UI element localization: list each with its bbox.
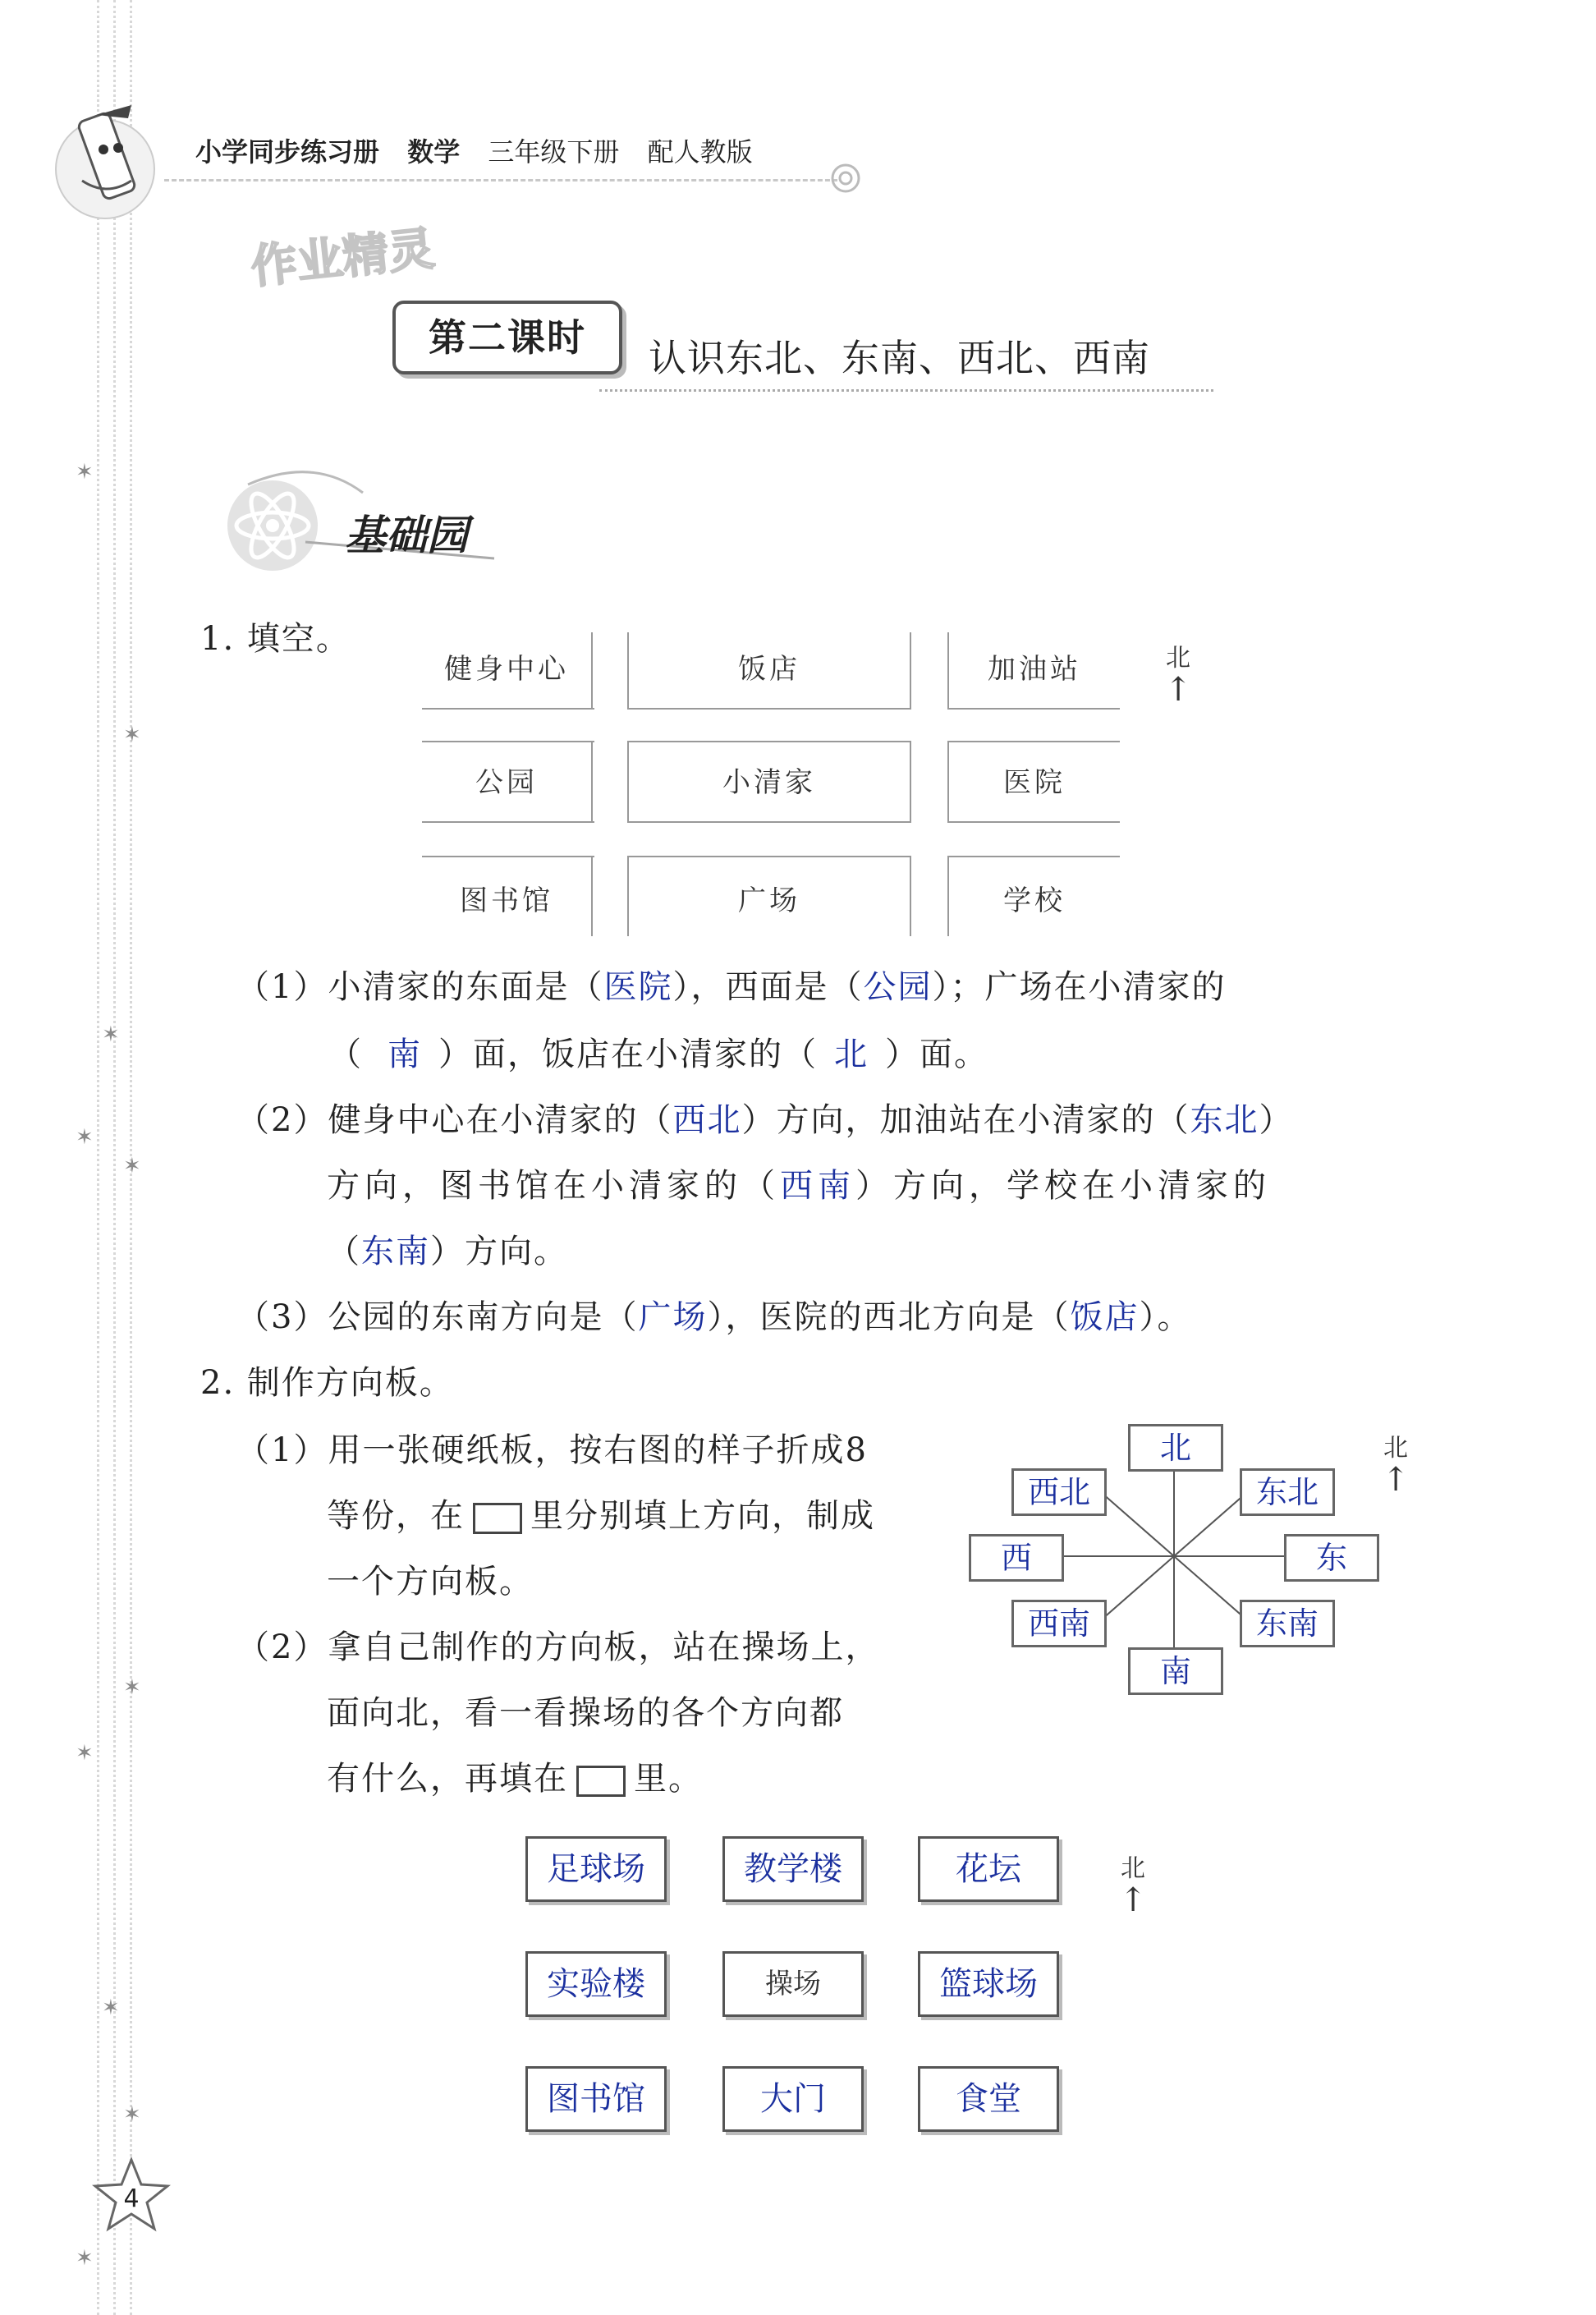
q1-p2-line1: [236, 1094, 1293, 1141]
lesson-title: 认识东北、东南、西北、西南: [649, 336, 1150, 380]
grid-cell: 加油站: [988, 653, 1081, 686]
text: ）面，饭店在小清家的（: [438, 1036, 818, 1073]
board-west: 西: [969, 1534, 1064, 1582]
section-title: 基础园: [345, 512, 468, 559]
answer: 西北: [672, 1101, 742, 1139]
playground-cell: 足球场: [525, 1836, 667, 1902]
board-northeast: 东北: [1240, 1468, 1335, 1516]
grid-cell: 健身中心: [444, 653, 569, 686]
playground-cell: 操场: [722, 1951, 864, 2017]
margin-dots-2: [113, 0, 116, 2315]
q2-p1-line3: 一个方向板。: [327, 1563, 534, 1601]
playground-cell: 花坛: [918, 1836, 1059, 1902]
text: 方向，图书馆在小清家的（: [327, 1167, 780, 1205]
q1-p1-line2: [328, 1028, 988, 1075]
board-north: 北: [1128, 1424, 1223, 1472]
text: （1）小清家的东面是（: [236, 968, 604, 1006]
north-arrow-icon: ↑: [1382, 1461, 1410, 1499]
playground-cell: 图书馆: [525, 2066, 667, 2132]
playground-cell: 教学楼: [722, 1836, 864, 1902]
answer: 东北: [1190, 1101, 1259, 1139]
star-icon: ✶: [102, 1996, 120, 2020]
answer: 公园: [863, 968, 933, 1006]
star-icon: ✶: [102, 1022, 120, 1047]
header-grade: 三年级下册: [488, 136, 620, 168]
star-icon: ✶: [76, 1125, 94, 1150]
q1-p3-line1: [236, 1291, 1191, 1338]
text: 里。: [634, 1760, 703, 1798]
q2-p2-line2: 面向北，看一看操场的各个方向都: [327, 1694, 844, 1732]
text: ）。: [1139, 1298, 1192, 1336]
q1-p1-line1: [236, 961, 1226, 1008]
q2-label: 2. 制作方向板。: [200, 1364, 454, 1402]
q2-p2-line3: [327, 1752, 703, 1799]
text: ）；广场在小清家的: [932, 968, 1227, 1006]
playground-grid: [525, 1836, 1067, 2148]
blank-box: [576, 1766, 626, 1797]
text: ）方向，学校在小清家的: [855, 1167, 1271, 1205]
north-indicator: [1162, 637, 1195, 709]
answer: 北: [834, 1036, 869, 1073]
board-east: 东: [1284, 1534, 1379, 1582]
star-icon: ✶: [76, 2246, 94, 2271]
grid-cell: 图书馆: [460, 884, 553, 917]
answer: 饭店: [1070, 1298, 1140, 1336]
text: ）方向，加油站在小清家的（: [741, 1101, 1190, 1139]
text: （2）健身中心在小清家的（: [236, 1101, 673, 1139]
playground-cell: 大门: [722, 2066, 864, 2132]
q2-p1-line1: （1）用一张硬纸板，按右图的样子折成8: [236, 1431, 868, 1469]
north-label: 北: [1383, 1434, 1408, 1463]
q1-p2-line3: [327, 1225, 568, 1272]
answer: 西南: [780, 1167, 855, 1205]
watermark: 作业精灵: [248, 222, 438, 295]
playground-cell: 食堂: [918, 2066, 1059, 2132]
grid-cell: 医院: [1003, 766, 1066, 799]
answer: 南: [388, 1036, 422, 1073]
spiral-icon: [825, 158, 866, 199]
north-arrow-icon: ↑: [1164, 671, 1192, 709]
answer: 广场: [638, 1298, 708, 1336]
board-southwest: 西南: [1011, 1600, 1107, 1647]
grid-cell: 广场: [738, 884, 800, 917]
blank-box: [473, 1503, 522, 1534]
north-label: 北: [1121, 1854, 1145, 1883]
playground-cell: 篮球场: [918, 1951, 1059, 2017]
text: ）: [1259, 1101, 1294, 1139]
q2-p1-line2: [327, 1490, 875, 1536]
star-icon: ✶: [123, 2102, 141, 2127]
text: （: [328, 1036, 363, 1073]
direction-board: [969, 1421, 1396, 1700]
north-arrow-icon: ↑: [1119, 1881, 1147, 1919]
text: （3）公园的东南方向是（: [236, 1298, 639, 1336]
star-icon: ✶: [76, 1741, 94, 1766]
north-indicator: [1117, 1848, 1149, 1917]
mascot-pencil-icon: [33, 90, 189, 222]
header-book: 小学同步练习册: [195, 136, 380, 168]
q1-grid: [422, 632, 1120, 936]
star-icon: ✶: [123, 1675, 141, 1700]
q1-label: 1. 填空。: [200, 620, 351, 658]
text: ）面。: [885, 1036, 988, 1073]
lesson-number-badge: [392, 301, 622, 374]
answer: 东南: [361, 1233, 430, 1270]
header-edition: 配人教版: [647, 136, 753, 168]
star-icon: ✶: [123, 723, 141, 747]
playground-cell: 实验楼: [525, 1951, 667, 2017]
q1-p2-line2: [327, 1160, 1271, 1206]
board-southeast: 东南: [1240, 1600, 1335, 1647]
header: [33, 90, 870, 222]
text: 里分别填上方向，制成: [530, 1497, 875, 1535]
lesson-number: 第二课时: [429, 315, 586, 360]
board-south: 南: [1128, 1647, 1223, 1695]
text: ）方向。: [430, 1233, 568, 1270]
board-northwest: 西北: [1011, 1468, 1107, 1516]
header-rule: [164, 179, 837, 181]
star-icon: ✶: [123, 1154, 141, 1178]
grid-cell: 学校: [1003, 884, 1066, 917]
text: ），医院的西北方向是（: [707, 1298, 1071, 1336]
grid-cell: 饭店: [738, 653, 800, 686]
text: （: [327, 1233, 361, 1270]
grid-cell: 小清家: [722, 766, 816, 799]
answer: 医院: [603, 968, 673, 1006]
q2-p2-line1: （2）拿自己制作的方向板，站在操场上，: [236, 1628, 880, 1666]
text: ），西面是（: [672, 968, 864, 1006]
text: 等份，在: [327, 1497, 465, 1535]
north-indicator: [1379, 1427, 1412, 1499]
grid-cell: 公园: [475, 766, 538, 799]
header-subject: 数学: [407, 136, 461, 168]
text: 有什么，再填在: [327, 1760, 568, 1798]
margin-dots-1: [97, 0, 99, 2315]
lesson-rule: [599, 389, 1213, 392]
page-number: 4: [123, 2184, 140, 2213]
star-icon: ✶: [76, 460, 94, 485]
north-label: 北: [1166, 644, 1190, 673]
